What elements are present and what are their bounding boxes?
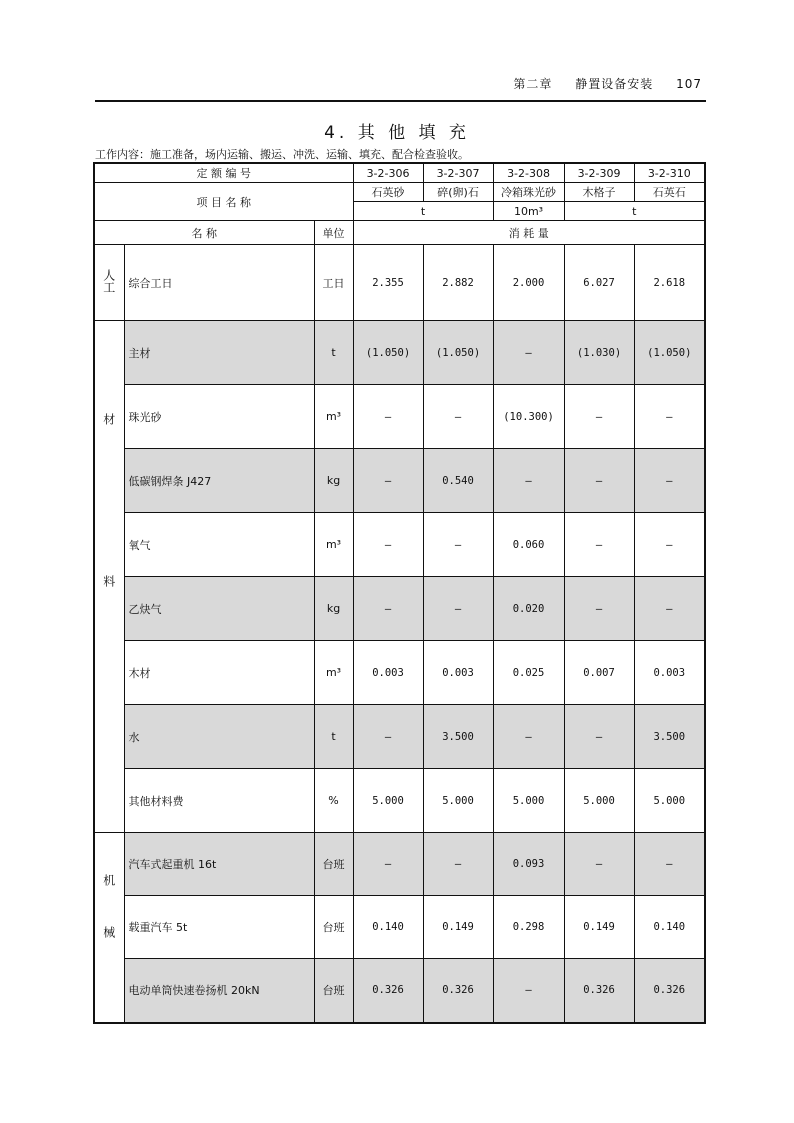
value-cell: 0.326 — [423, 959, 493, 1023]
value-cell: — — [353, 705, 423, 769]
code-cell: 3-2-307 — [423, 163, 493, 183]
value-cell: 0.003 — [634, 641, 705, 705]
code-cell: 3-2-309 — [564, 163, 634, 183]
value-cell: 3.500 — [634, 705, 705, 769]
section-title: 4. 其 他 填 充 — [324, 123, 470, 143]
row-name: 电动单筒快速卷扬机 20kN — [124, 959, 314, 1023]
row-name: 综合工日 — [124, 245, 314, 321]
category-cell — [94, 833, 124, 1023]
table-row — [94, 321, 705, 385]
table-row — [94, 577, 705, 641]
value-cell: — — [564, 513, 634, 577]
name-header: 名 称 — [94, 221, 314, 245]
row-unit: t — [314, 321, 353, 385]
consumption-header: 消 耗 量 — [353, 221, 705, 245]
value-cell: — — [423, 385, 493, 449]
quota-no-label: 定 额 编 号 — [94, 163, 353, 183]
value-cell: 0.025 — [493, 641, 564, 705]
value-cell: — — [423, 577, 493, 641]
table-row — [94, 449, 705, 513]
value-cell: — — [423, 833, 493, 896]
unit-header: 单位 — [314, 221, 353, 245]
unit-header-cell: 10m³ — [493, 202, 564, 221]
value-cell: (1.030) — [564, 321, 634, 385]
value-cell: 2.882 — [423, 245, 493, 321]
chapter-label: 第二章 — [513, 77, 553, 91]
value-cell: 3.500 — [423, 705, 493, 769]
row-name: 木材 — [124, 641, 314, 705]
chapter-title: 静置设备安装 — [575, 77, 654, 91]
value-cell: 5.000 — [634, 769, 705, 833]
row-unit: % — [314, 769, 353, 833]
row-unit: 台班 — [314, 959, 353, 1023]
value-cell: 2.355 — [353, 245, 423, 321]
table-row — [94, 833, 705, 896]
value-cell: — — [493, 449, 564, 513]
value-cell: 0.003 — [423, 641, 493, 705]
value-cell: 0.326 — [564, 959, 634, 1023]
category-label: 人工 — [101, 269, 116, 293]
row-name: 主材 — [124, 321, 314, 385]
row-unit: 台班 — [314, 833, 353, 896]
row-name: 其他材料费 — [124, 769, 314, 833]
value-cell: 0.540 — [423, 449, 493, 513]
table-row — [94, 896, 705, 959]
value-cell: — — [493, 705, 564, 769]
row-name: 载重汽车 5t — [124, 896, 314, 959]
value-cell: — — [564, 577, 634, 641]
value-cell: 2.618 — [634, 245, 705, 321]
unit-header-cell: t — [564, 202, 705, 221]
row-unit: m³ — [314, 385, 353, 449]
item-label: 项 目 名 称 — [94, 183, 353, 221]
value-cell: — — [634, 833, 705, 896]
row-name: 低碳钢焊条 J427 — [124, 449, 314, 513]
item-cell: 冷箱珠光砂 — [493, 183, 564, 202]
running-head — [495, 75, 702, 92]
work-content: 工作内容：施工准备，场内运输、搬运、冲洗、运输、填充、配合检查验收。 — [95, 148, 469, 161]
value-cell: 6.027 — [564, 245, 634, 321]
value-cell: 0.140 — [634, 896, 705, 959]
value-cell: 0.020 — [493, 577, 564, 641]
value-cell: — — [564, 449, 634, 513]
row-unit: m³ — [314, 513, 353, 577]
value-cell: — — [634, 577, 705, 641]
table-row — [94, 769, 705, 833]
header-rule — [95, 100, 706, 102]
value-cell: 0.060 — [493, 513, 564, 577]
value-cell: 0.007 — [564, 641, 634, 705]
code-cell: 3-2-308 — [493, 163, 564, 183]
value-cell: — — [353, 513, 423, 577]
row-unit: kg — [314, 577, 353, 641]
category-label: 机械 — [101, 873, 116, 978]
row-name: 氧气 — [124, 513, 314, 577]
item-cell: 石英石 — [634, 183, 705, 202]
table-row — [94, 705, 705, 769]
value-cell: (1.050) — [423, 321, 493, 385]
value-cell: 0.326 — [353, 959, 423, 1023]
category-label: 材料 — [101, 413, 116, 737]
unit-header-cell: t — [353, 202, 493, 221]
row-unit: 工日 — [314, 245, 353, 321]
row-name: 珠光砂 — [124, 385, 314, 449]
page-number: 107 — [676, 77, 702, 91]
row-name: 乙炔气 — [124, 577, 314, 641]
value-cell: — — [493, 959, 564, 1023]
value-cell: 0.149 — [423, 896, 493, 959]
value-cell: 0.140 — [353, 896, 423, 959]
value-cell: — — [564, 705, 634, 769]
row-name: 汽车式起重机 16t — [124, 833, 314, 896]
value-cell: — — [564, 833, 634, 896]
value-cell: 0.003 — [353, 641, 423, 705]
table-row — [94, 959, 705, 1023]
value-cell: (1.050) — [634, 321, 705, 385]
value-cell: — — [634, 385, 705, 449]
value-cell: — — [423, 513, 493, 577]
item-cell: 木格子 — [564, 183, 634, 202]
item-cell: 碎(卵)石 — [423, 183, 493, 202]
value-cell: 5.000 — [493, 769, 564, 833]
item-cell: 石英砂 — [353, 183, 423, 202]
value-cell: (10.300) — [493, 385, 564, 449]
value-cell: — — [353, 449, 423, 513]
table-row — [94, 641, 705, 705]
value-cell: — — [353, 385, 423, 449]
value-cell: — — [353, 577, 423, 641]
category-cell — [94, 321, 124, 833]
row-name: 水 — [124, 705, 314, 769]
table-row — [94, 385, 705, 449]
value-cell: 5.000 — [564, 769, 634, 833]
quota-table — [93, 162, 706, 1024]
value-cell: — — [564, 385, 634, 449]
row-unit: m³ — [314, 641, 353, 705]
value-cell: — — [493, 321, 564, 385]
value-cell: — — [634, 513, 705, 577]
value-cell: 0.093 — [493, 833, 564, 896]
category-cell — [94, 245, 124, 321]
value-cell: (1.050) — [353, 321, 423, 385]
code-cell: 3-2-306 — [353, 163, 423, 183]
value-cell: 5.000 — [423, 769, 493, 833]
value-cell: 2.000 — [493, 245, 564, 321]
value-cell: 5.000 — [353, 769, 423, 833]
value-cell: 0.149 — [564, 896, 634, 959]
value-cell: — — [634, 449, 705, 513]
row-unit: 台班 — [314, 896, 353, 959]
table-row — [94, 245, 705, 321]
row-unit: t — [314, 705, 353, 769]
value-cell: — — [353, 833, 423, 896]
value-cell: 0.326 — [634, 959, 705, 1023]
value-cell: 0.298 — [493, 896, 564, 959]
code-cell: 3-2-310 — [634, 163, 705, 183]
table-row — [94, 513, 705, 577]
row-unit: kg — [314, 449, 353, 513]
